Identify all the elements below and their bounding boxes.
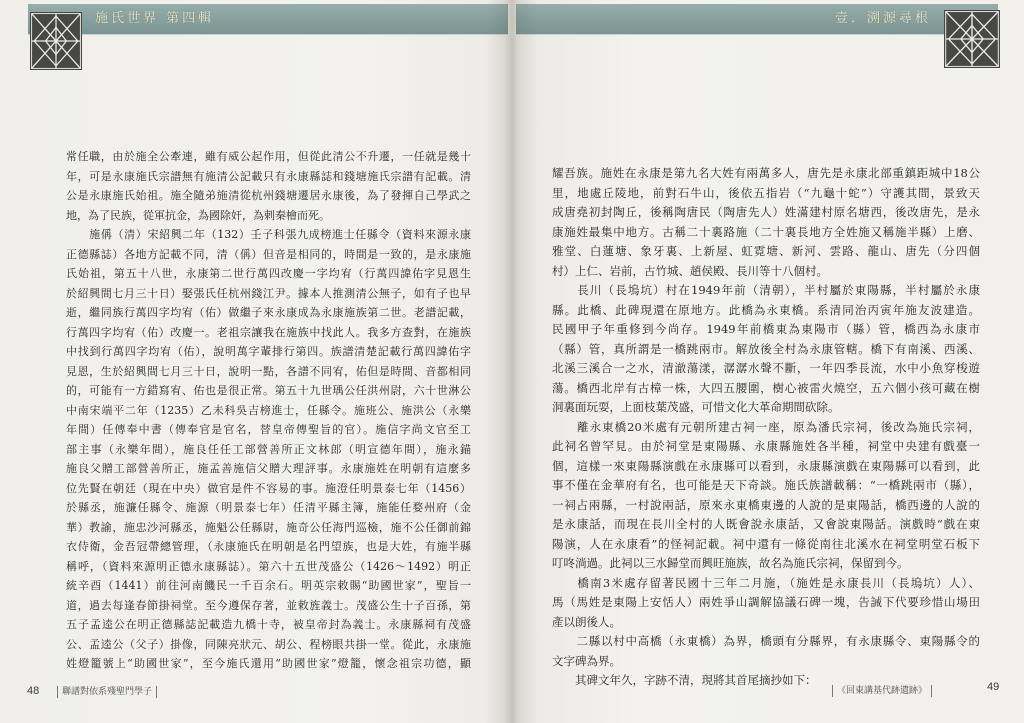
text-line: 年間）任傳奉中書（傳奉官是官名，替皇帝傳聖旨的官）。施信字尚文官至工 <box>66 423 471 436</box>
text-line: 於紹興間七月三十日）娶張氏任杭州錢江尹。據本人推測清公無子，如有子也早 <box>66 286 471 300</box>
text-line: 成唐堯初封陶丘，後稱陶唐民（陶唐先人）姓滿建村原名塘西，後改唐先，是永 <box>552 205 980 219</box>
text-line: 耀吾族。施姓在永康是第九名大姓有兩萬多人，唐先是永康北部重鎮距城中18公 <box>552 166 980 180</box>
header-band <box>28 4 508 35</box>
text-line: 康施姓最集中地方。古稱二十裏路施（二十裏長地方全姓施又稱施半縣）上磨、 <box>552 224 980 239</box>
text-line: 叮咚淌過。此祠以三水歸堂而興旺施族，故名為施氏宗祠，保留到今。 <box>552 556 909 570</box>
text-line: 逝，繼同族行萬四字均宥（佑）做繼子來永康成為永康施族第二世。老譜記載， <box>66 306 471 319</box>
text-line: 位先賢在朝廷（現在中央）做官是件不容易的事。施澄任明景泰七年（1456） <box>66 481 471 495</box>
text-line: 姓燈籠號上“助國世家”，至今施氏還用“助國世家”燈籠，懷念祖宗功德，顯 <box>66 657 471 670</box>
text-line: 是永康話，而現在長川全村的人既會說永康話，又會說東陽話。演戲時“戲在東 <box>552 517 980 531</box>
running-footer: 聯譜對依系殘聖門學子 <box>57 686 157 698</box>
text-line: 長川（長塢坑）村在1949年前（清朝），半村屬於東陽縣，半村屬於永康 <box>552 283 980 297</box>
text-line: 道，過去每逢春節掛祠堂。至今遵保存著，並敕旌義士。茂盛公生十子百孫，第 <box>66 598 471 612</box>
text-line: 衣侍衛，金吾冠帶總管理，（永康施氏在明朝是名門望族，也是大姓，有施半縣 <box>66 540 471 553</box>
lattice-ornament-icon <box>30 12 82 70</box>
text-line: 見恩，生於紹興間七月三十日，說明一點，各譜不同宥，佑但是時間、音都相同 <box>66 364 471 378</box>
text-line: 里，地處丘陵地，前對石牛山，後依五指岩（“九龜十蛇”）守護其間，景致天 <box>552 185 980 200</box>
body-text <box>66 147 471 674</box>
text-line: 蕩。橋西北岸有古樟一株，大四五腰圍，樹心被雷火燒空，五六個小孩可藏在樹 <box>552 380 980 395</box>
text-line: 常任職，由於施全公牽連，雖有威公起作用，但從此清公不升遷，一任就是幾十 <box>66 150 471 163</box>
text-line: 文字碑為界。 <box>552 653 621 668</box>
text-line: 五子孟逵公在明正德縣誌記載造九橋十寺，被皇帝封為義士。永康縣祠有茂盛 <box>66 618 471 631</box>
text-line: （縣）管，真所謂是一橋跳兩市。解放後全村為永康管轄。橋下有南溪、西溪、 <box>552 341 980 356</box>
text-line: 橋南3米處存留著民國十三年二月施，（施姓是永康長川（長塢坑）人）、 <box>552 575 980 590</box>
text-line: 稱呼，（資料來源明正德永康縣誌）。第六十五世茂盛公（1426～1492）明正 <box>66 559 471 573</box>
text-line: 部主事（永樂年間），施良任任工部營善所正文林郎（明宣德年間），施永錨 <box>66 442 471 456</box>
page-number: 48 <box>27 685 40 697</box>
running-footer: 《回東講基代跡遺跡》 <box>832 685 932 697</box>
right-page <box>512 0 1024 723</box>
text-line: 中南宋端平二年（1235）乙未科吳吉榜進士，任縣令。施班公、施洪公（永樂 <box>66 403 471 417</box>
text-line: 馬（馬姓是東陽上安恬人）兩姓爭山調解協議石碑一塊，告誡下代要珍惜山場田 <box>552 595 980 609</box>
text-line: 事不僅在金華府有名，也可能是天下奇談。施氏族譜載稱：“一橋跳兩市（縣）， <box>552 478 980 492</box>
text-line: 此祠名曾罕見。由於祠堂是東陽縣、永康縣施姓各半種，祠堂中央建有戲臺一 <box>552 439 980 453</box>
text-line: 雅堂、白蓮塘、象牙裏、上新屋、虹霓塘、新河、雲路、龍山、唐先（分四個 <box>552 244 980 258</box>
text-line: 陽演，人在永康看”的怪祠記載。祠中還有一條從南往北溪水在祠堂明堂石板下 <box>552 536 980 551</box>
text-line: 民國甲子年重修到今尚存。1949年前橋東為東陽市（縣）管，橋西為永康市 <box>552 322 980 336</box>
text-line: 統辛酉（1441）前往河南饑民一千百余石。明英宗敕賜“助國世家”，聖旨一 <box>66 579 471 592</box>
body-text <box>552 164 980 691</box>
text-line: 施偁（清）宋紹興二年（132）壬子科張九成榜進士任縣令（資料來源永康 <box>66 228 471 241</box>
text-line: 地，為了民族，從軍抗金，為國除奸，為剌秦檜而死。 <box>66 208 330 222</box>
text-line: 華）教諭，施忠沙河縣丞，施魁公任縣尉，施奇公任海門巡檢，施不公任御前錦 <box>66 520 471 534</box>
header-title: 壹．溯源尋根 <box>835 11 932 26</box>
text-line: 施良父贈工部營善所正，施孟善施信父贈大理評事。永康施姓在明朝有這麼多 <box>66 462 471 475</box>
text-line: 年，可是永康施氏宗譜無有施清公記載只有永康縣誌和錢塘施氏宗譜有記載。清 <box>66 169 471 183</box>
text-line: 北溪三溪合一之水，清澈蕩漾，潺潺水聲不斷，一年四季長流，水中小魚穿梭遊 <box>552 361 980 375</box>
text-line: 洞裏面玩耍，上面枝葉茂盛，可惜文化大革命期間砍除。 <box>552 400 840 414</box>
text-line: 中找到行萬四字均宥（佑），說明萬字輩排行第四。族譜清楚記載行萬四諱佑字 <box>66 345 471 358</box>
text-line: 行萬四字均宥（佑）改慶一。老祖宗讓我在施族中找此人。我多方查對，在施族 <box>66 325 471 339</box>
text-line: 氏始祖，第五十八世，永康第二世行萬四改慶一字均宥（行萬四諱佑字見恩生 <box>66 267 471 280</box>
text-line: 的，可能有一方錯寫宥、佑也是很正常。第五十九世瑀公任洪州尉，六十世淋公 <box>66 384 471 397</box>
text-line: 公、孟逵公（父子）掛像，同陳亮狀元、胡公、程榜眼共掛一堂。從此，永康施 <box>66 637 471 651</box>
text-line: 二縣以村中高橋（永東橋）為界，橋頭有分縣界，有永康縣令、東陽縣令的 <box>552 634 980 648</box>
text-line: 離永東橋20米處有元朝所建古祠一座，原為潘氏宗祠，後改為施氏宗祠， <box>552 419 980 434</box>
header-title: 施氏世界 第四輯 <box>95 11 215 26</box>
text-line: 村）上仁、岩前，古竹城、趙侯殿、長川等十八個村。 <box>552 263 828 278</box>
lattice-ornament-icon <box>944 10 1000 68</box>
text-line: 正德縣誌）各地方記載不同，清（偁）但音是相同的，時間是一致的，是永康施 <box>66 247 471 261</box>
header-band <box>516 4 998 35</box>
text-line: 於縣丞，施濂任縣令、施源（明景泰七年）任清平縣主簿，施能任婺州府（金 <box>66 501 471 514</box>
text-line: 公是永康施氏始祖。施全隨弟施清從杭州錢塘遷居永康後，為了發揮自己學武之 <box>66 189 471 202</box>
text-line: 縣。此橋、此碑現還在原地方。此橋為永東橋。系清同治丙寅年施友波建造。 <box>552 302 980 317</box>
text-line: 產以朗後人。 <box>552 614 621 629</box>
text-line: 個，這樣一來東陽縣演戲在永康縣可以看到，永康縣演戲在東陽縣可以看到，此 <box>552 458 980 473</box>
text-line: 一祠占兩縣，一村說兩話，原來永東橋東邊的人說的是東陽話，橋西邊的人說的 <box>552 497 980 512</box>
page-number: 49 <box>987 681 1000 693</box>
text-line: 其碑文年久，字跡不清，現將其首尾摘抄如下： <box>552 673 817 687</box>
